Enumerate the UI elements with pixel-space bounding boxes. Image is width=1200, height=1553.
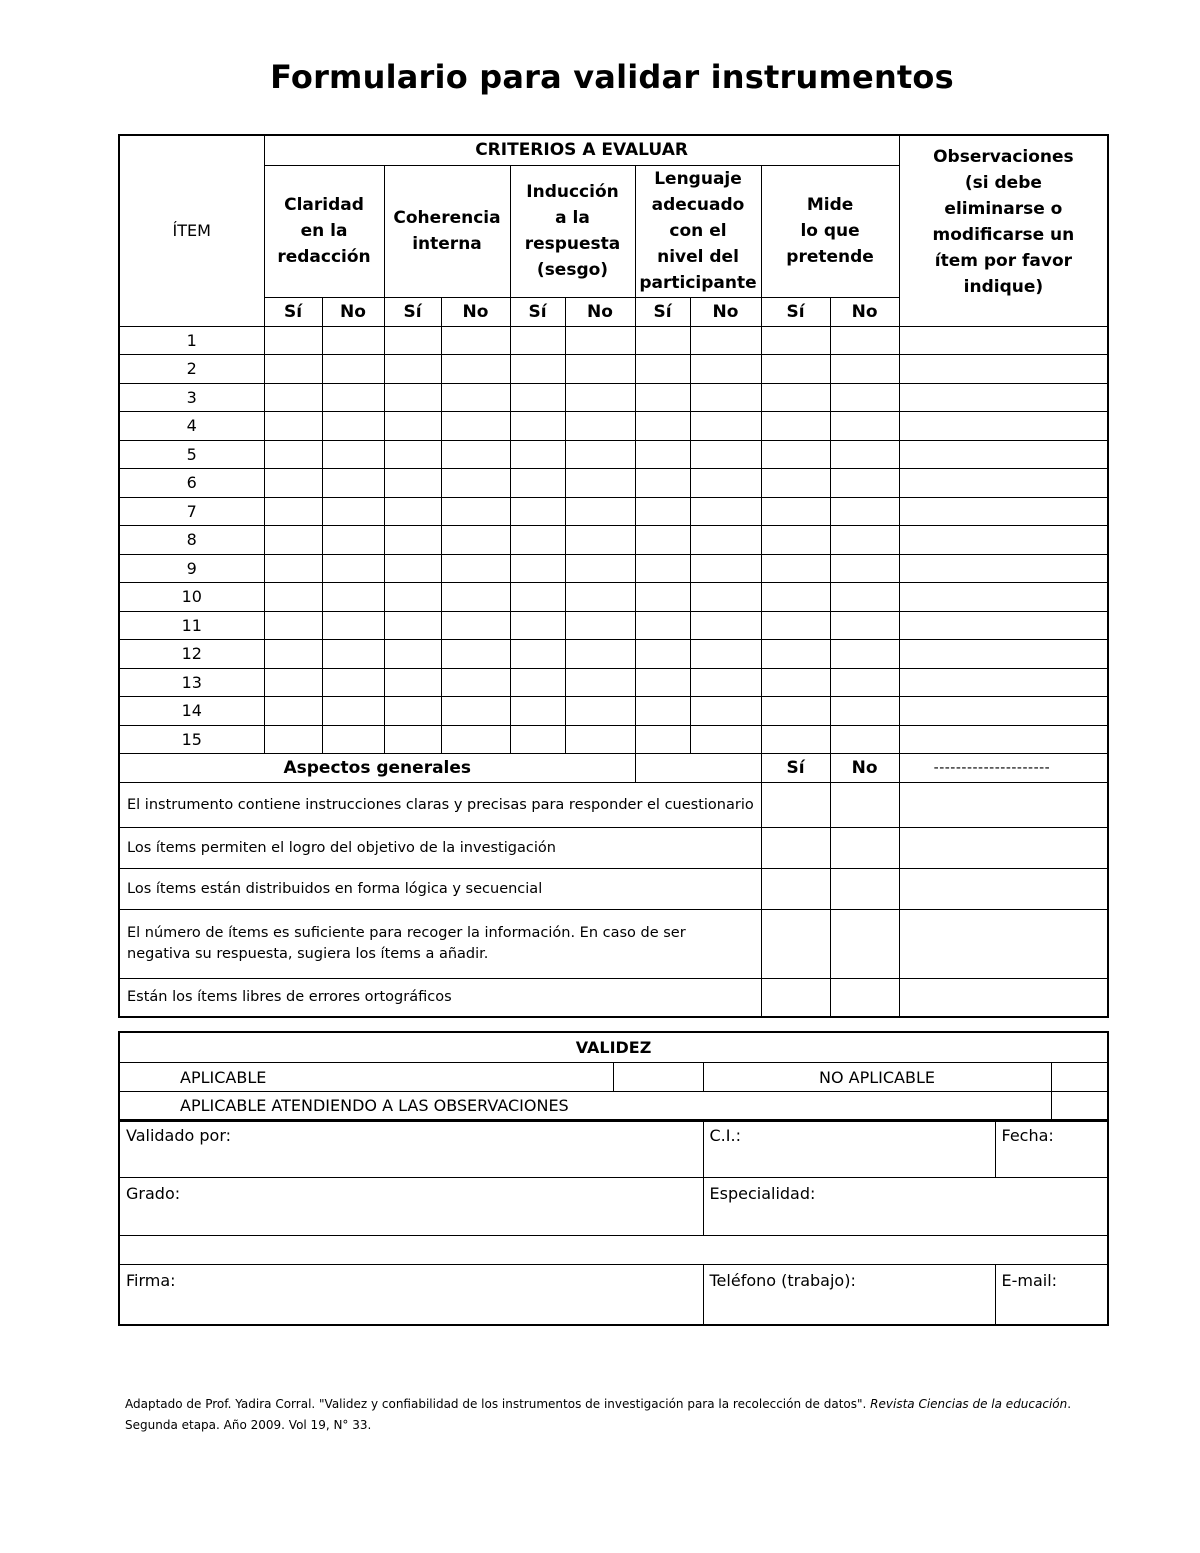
si-cell[interactable]: [635, 412, 690, 441]
si-cell[interactable]: [635, 469, 690, 498]
si-cell[interactable]: [264, 497, 322, 526]
no-cell[interactable]: [322, 668, 384, 697]
no-aplicable-label: NO APLICABLE: [703, 1063, 1051, 1092]
no-cell[interactable]: [322, 326, 384, 355]
item-row: [119, 497, 1108, 526]
no-aplicable-checkbox[interactable]: [1051, 1063, 1108, 1092]
si-label: Sí: [510, 297, 565, 326]
criterios-header: CRITERIOS A EVALUAR: [264, 135, 899, 165]
si-cell[interactable]: [384, 440, 441, 469]
journal-name: Revista Ciencias de la educación: [870, 1397, 1068, 1411]
si-cell[interactable]: [384, 383, 441, 412]
si-cell[interactable]: [264, 326, 322, 355]
aspectos-si-label: Sí: [761, 754, 830, 783]
observaciones-cell[interactable]: [899, 725, 1108, 754]
blank-row: [119, 1236, 1108, 1265]
no-cell[interactable]: [565, 526, 635, 555]
si-cell[interactable]: [384, 497, 441, 526]
si-cell[interactable]: [510, 412, 565, 441]
si-cell[interactable]: [264, 412, 322, 441]
si-cell[interactable]: [510, 326, 565, 355]
no-cell[interactable]: [830, 725, 899, 754]
observaciones-cell[interactable]: [899, 497, 1108, 526]
si-cell[interactable]: [264, 697, 322, 726]
si-cell[interactable]: [264, 640, 322, 669]
item-row: [119, 725, 1108, 754]
aplicable-obs-label: APLICABLE ATENDIENDO A LAS OBSERVACIONES: [119, 1092, 1051, 1121]
si-cell[interactable]: [510, 725, 565, 754]
criterion-coherencia: Coherencia interna: [384, 165, 510, 297]
no-cell[interactable]: [690, 383, 761, 412]
observaciones-cell[interactable]: [899, 697, 1108, 726]
si-cell[interactable]: [635, 383, 690, 412]
no-cell[interactable]: [441, 697, 510, 726]
no-cell[interactable]: [322, 497, 384, 526]
item-number: 8: [119, 526, 264, 555]
no-cell[interactable]: [565, 497, 635, 526]
no-cell[interactable]: [690, 497, 761, 526]
no-cell[interactable]: [830, 440, 899, 469]
si-cell[interactable]: [510, 469, 565, 498]
item-row: [119, 640, 1108, 669]
aplicable-label: APLICABLE: [119, 1063, 613, 1092]
no-cell[interactable]: [565, 355, 635, 384]
no-cell[interactable]: [690, 611, 761, 640]
validado-field[interactable]: Validado por:: [119, 1120, 703, 1178]
si-cell[interactable]: [510, 383, 565, 412]
item-number: 14: [119, 697, 264, 726]
si-cell[interactable]: [761, 554, 830, 583]
criteria-table: [118, 134, 1109, 1018]
si-cell[interactable]: [761, 640, 830, 669]
no-cell[interactable]: [690, 583, 761, 612]
si-cell[interactable]: [761, 412, 830, 441]
no-cell[interactable]: [690, 697, 761, 726]
aspecto-no-cell[interactable]: [830, 783, 899, 828]
si-cell[interactable]: [761, 383, 830, 412]
aspecto-row: Están los ítems libres de errores ortográficos: [119, 979, 761, 1017]
item-row: [119, 611, 1108, 640]
si-cell[interactable]: [510, 640, 565, 669]
item-row: [119, 554, 1108, 583]
no-cell[interactable]: [565, 383, 635, 412]
item-number: 11: [119, 611, 264, 640]
observaciones-cell[interactable]: [899, 469, 1108, 498]
item-row: [119, 412, 1108, 441]
item-number: 4: [119, 412, 264, 441]
no-cell[interactable]: [441, 497, 510, 526]
ci-field[interactable]: C.I.:: [703, 1120, 995, 1178]
no-cell[interactable]: [441, 526, 510, 555]
aspecto-no-cell[interactable]: [830, 869, 899, 910]
si-cell[interactable]: [384, 583, 441, 612]
aspecto-si-cell[interactable]: [761, 910, 830, 979]
si-cell[interactable]: [635, 640, 690, 669]
observaciones-cell[interactable]: [899, 583, 1108, 612]
no-cell[interactable]: [322, 355, 384, 384]
aspecto-row: Los ítems permiten el logro del objetivo de la investigación: [119, 828, 761, 869]
si-cell[interactable]: [384, 611, 441, 640]
observaciones-cell[interactable]: [899, 640, 1108, 669]
item-row: [119, 668, 1108, 697]
firma-field[interactable]: Firma:: [119, 1265, 703, 1325]
criterion-mide: Mide lo que pretende: [761, 165, 899, 297]
si-cell[interactable]: [761, 725, 830, 754]
no-cell[interactable]: [441, 326, 510, 355]
no-cell[interactable]: [690, 412, 761, 441]
no-cell[interactable]: [441, 640, 510, 669]
item-row: [119, 697, 1108, 726]
si-cell[interactable]: [264, 383, 322, 412]
no-cell[interactable]: [830, 355, 899, 384]
aspecto-si-cell[interactable]: [761, 783, 830, 828]
si-cell[interactable]: [761, 583, 830, 612]
no-cell[interactable]: [830, 497, 899, 526]
aspecto-obs-cell[interactable]: [899, 910, 1108, 979]
item-number: 5: [119, 440, 264, 469]
aspecto-obs-cell[interactable]: [899, 828, 1108, 869]
no-cell[interactable]: [322, 554, 384, 583]
fecha-field[interactable]: Fecha:: [995, 1120, 1108, 1178]
si-cell[interactable]: [761, 697, 830, 726]
no-cell[interactable]: [441, 583, 510, 612]
no-cell[interactable]: [441, 611, 510, 640]
no-cell[interactable]: [690, 668, 761, 697]
si-cell[interactable]: [384, 412, 441, 441]
si-cell[interactable]: [264, 554, 322, 583]
no-cell[interactable]: [690, 440, 761, 469]
no-cell[interactable]: [322, 640, 384, 669]
no-cell[interactable]: [565, 412, 635, 441]
no-cell[interactable]: [322, 697, 384, 726]
si-cell[interactable]: [264, 355, 322, 384]
no-cell[interactable]: [830, 554, 899, 583]
validez-table: [118, 1031, 1109, 1122]
si-cell[interactable]: [510, 440, 565, 469]
si-cell[interactable]: [384, 526, 441, 555]
observaciones-cell[interactable]: [899, 611, 1108, 640]
no-cell[interactable]: [441, 668, 510, 697]
validez-title: VALIDEZ: [119, 1032, 1108, 1063]
telefono-field[interactable]: Teléfono (trabajo):: [703, 1265, 995, 1325]
no-cell[interactable]: [830, 611, 899, 640]
si-cell[interactable]: [635, 611, 690, 640]
aspecto-obs-cell[interactable]: [899, 783, 1108, 828]
no-cell[interactable]: [830, 526, 899, 555]
si-label: Sí: [384, 297, 441, 326]
si-cell[interactable]: [761, 668, 830, 697]
no-cell[interactable]: [565, 668, 635, 697]
no-cell[interactable]: [830, 583, 899, 612]
no-cell[interactable]: [565, 725, 635, 754]
si-cell[interactable]: [635, 440, 690, 469]
aplicable-obs-checkbox[interactable]: [1051, 1092, 1108, 1121]
si-cell[interactable]: [264, 440, 322, 469]
si-cell[interactable]: [264, 668, 322, 697]
no-cell[interactable]: [690, 469, 761, 498]
observaciones-cell[interactable]: [899, 668, 1108, 697]
no-cell[interactable]: [690, 554, 761, 583]
no-label: No: [322, 297, 384, 326]
aspecto-row: El instrumento contiene instrucciones claras y precisas para responder el cuestionario: [119, 783, 761, 828]
footer-citation: Adaptado de Prof. Yadira Corral. "Validez y confiabilidad de los instrumentos de investigación para la recolección de datos". Revista Ciencias de la educación. Segunda etapa. Año 2009. Vol 19, N° 33.: [125, 1397, 1072, 1432]
si-cell[interactable]: [761, 526, 830, 555]
no-label: No: [565, 297, 635, 326]
no-cell[interactable]: [565, 640, 635, 669]
si-cell[interactable]: [635, 725, 690, 754]
no-cell[interactable]: [441, 412, 510, 441]
si-cell[interactable]: [635, 668, 690, 697]
item-header: ÍTEM: [119, 135, 264, 326]
si-cell[interactable]: [264, 611, 322, 640]
no-cell[interactable]: [441, 440, 510, 469]
si-cell[interactable]: [761, 497, 830, 526]
si-label: Sí: [264, 297, 322, 326]
si-cell[interactable]: [635, 526, 690, 555]
observaciones-cell[interactable]: [899, 326, 1108, 355]
no-cell[interactable]: [322, 469, 384, 498]
si-cell[interactable]: [761, 355, 830, 384]
si-cell[interactable]: [384, 697, 441, 726]
criterion-claridad: Claridad en la redacción: [264, 165, 384, 297]
aspectos-no-label: No: [830, 754, 899, 783]
no-cell[interactable]: [690, 725, 761, 754]
no-cell[interactable]: [322, 412, 384, 441]
no-cell[interactable]: [322, 383, 384, 412]
criterion-lenguaje: Lenguaje adecuado con el nivel del participante: [635, 165, 761, 297]
no-cell[interactable]: [565, 326, 635, 355]
aspecto-si-cell[interactable]: [761, 828, 830, 869]
no-cell[interactable]: [322, 440, 384, 469]
si-cell[interactable]: [264, 469, 322, 498]
no-cell[interactable]: [441, 355, 510, 384]
si-cell[interactable]: [264, 583, 322, 612]
si-cell[interactable]: [635, 697, 690, 726]
si-cell[interactable]: [384, 554, 441, 583]
item-number: 6: [119, 469, 264, 498]
item-row: [119, 583, 1108, 612]
validator-table: [118, 1119, 1109, 1326]
observaciones-cell[interactable]: [899, 412, 1108, 441]
si-cell[interactable]: [384, 355, 441, 384]
observaciones-cell[interactable]: [899, 440, 1108, 469]
no-cell[interactable]: [690, 526, 761, 555]
no-label: No: [830, 297, 899, 326]
criterion-induccion: Inducción a la respuesta (sesgo): [510, 165, 635, 297]
si-cell[interactable]: [510, 497, 565, 526]
si-cell[interactable]: [384, 725, 441, 754]
no-cell[interactable]: [690, 326, 761, 355]
no-cell[interactable]: [441, 383, 510, 412]
item-number: 1: [119, 326, 264, 355]
item-number: 9: [119, 554, 264, 583]
observaciones-cell[interactable]: [899, 355, 1108, 384]
item-number: 2: [119, 355, 264, 384]
item-number: 12: [119, 640, 264, 669]
si-cell[interactable]: [761, 611, 830, 640]
no-cell[interactable]: [830, 469, 899, 498]
aspecto-si-cell[interactable]: [761, 979, 830, 1017]
no-cell[interactable]: [830, 383, 899, 412]
aspecto-no-cell[interactable]: [830, 979, 899, 1017]
item-row: [119, 440, 1108, 469]
si-cell[interactable]: [510, 668, 565, 697]
aspecto-obs-cell[interactable]: [899, 869, 1108, 910]
no-cell[interactable]: [830, 412, 899, 441]
si-cell[interactable]: [635, 497, 690, 526]
si-cell[interactable]: [384, 469, 441, 498]
si-cell[interactable]: [761, 326, 830, 355]
si-cell[interactable]: [384, 326, 441, 355]
no-cell[interactable]: [690, 640, 761, 669]
aspecto-row: El número de ítems es suficiente para recoger la información. En caso de ser negativa su respuesta, sugiera los ítems a añadir.: [119, 910, 761, 979]
no-cell[interactable]: [565, 554, 635, 583]
si-cell[interactable]: [264, 725, 322, 754]
observaciones-cell[interactable]: [899, 383, 1108, 412]
aspecto-no-cell[interactable]: [830, 828, 899, 869]
si-cell[interactable]: [510, 583, 565, 612]
si-cell[interactable]: [635, 554, 690, 583]
email-field[interactable]: E-mail:: [995, 1265, 1108, 1325]
item-number: 3: [119, 383, 264, 412]
si-label: Sí: [761, 297, 830, 326]
no-cell[interactable]: [565, 697, 635, 726]
no-cell[interactable]: [322, 526, 384, 555]
no-cell[interactable]: [565, 440, 635, 469]
no-label: No: [690, 297, 761, 326]
aspecto-no-cell[interactable]: [830, 910, 899, 979]
aplicable-checkbox[interactable]: [613, 1063, 703, 1092]
aspecto-row: Los ítems están distribuidos en forma lógica y secuencial: [119, 869, 761, 910]
item-row: [119, 326, 1108, 355]
si-cell[interactable]: [635, 326, 690, 355]
observaciones-header: Observaciones (si debe eliminarse o modificarse un ítem por favor indique): [899, 135, 1108, 326]
no-cell[interactable]: [441, 554, 510, 583]
si-cell[interactable]: [510, 526, 565, 555]
no-cell[interactable]: [322, 583, 384, 612]
no-label: No: [441, 297, 510, 326]
no-cell[interactable]: [830, 668, 899, 697]
si-cell[interactable]: [510, 697, 565, 726]
no-cell[interactable]: [565, 583, 635, 612]
si-cell[interactable]: [510, 554, 565, 583]
si-cell[interactable]: [384, 640, 441, 669]
si-cell[interactable]: [384, 668, 441, 697]
observaciones-cell[interactable]: [899, 554, 1108, 583]
item-row: [119, 526, 1108, 555]
no-cell[interactable]: [441, 469, 510, 498]
si-cell[interactable]: [264, 526, 322, 555]
item-row: [119, 469, 1108, 498]
si-cell[interactable]: [635, 355, 690, 384]
si-cell[interactable]: [635, 583, 690, 612]
aspecto-obs-cell[interactable]: [899, 979, 1108, 1017]
aspecto-si-cell[interactable]: [761, 869, 830, 910]
si-cell[interactable]: [761, 440, 830, 469]
aspectos-dashes: ---------------------: [899, 754, 1108, 783]
item-number: 10: [119, 583, 264, 612]
grado-field[interactable]: Grado:: [119, 1178, 703, 1236]
item-number: 13: [119, 668, 264, 697]
especialidad-field[interactable]: Especialidad:: [703, 1178, 1108, 1236]
si-cell[interactable]: [510, 355, 565, 384]
no-cell[interactable]: [322, 611, 384, 640]
no-cell[interactable]: [565, 611, 635, 640]
no-cell[interactable]: [565, 469, 635, 498]
no-cell[interactable]: [830, 640, 899, 669]
item-row: [119, 355, 1108, 384]
no-cell[interactable]: [830, 326, 899, 355]
item-row: [119, 383, 1108, 412]
item-number: 15: [119, 725, 264, 754]
no-cell[interactable]: [830, 697, 899, 726]
observaciones-cell[interactable]: [899, 526, 1108, 555]
no-cell[interactable]: [441, 725, 510, 754]
no-cell[interactable]: [322, 725, 384, 754]
si-label: Sí: [635, 297, 690, 326]
si-cell[interactable]: [761, 469, 830, 498]
aspectos-title: Aspectos generales: [119, 754, 635, 783]
item-number: 7: [119, 497, 264, 526]
no-cell[interactable]: [690, 355, 761, 384]
si-cell[interactable]: [510, 611, 565, 640]
page-title: Formulario para validar instrumentos: [270, 58, 954, 96]
